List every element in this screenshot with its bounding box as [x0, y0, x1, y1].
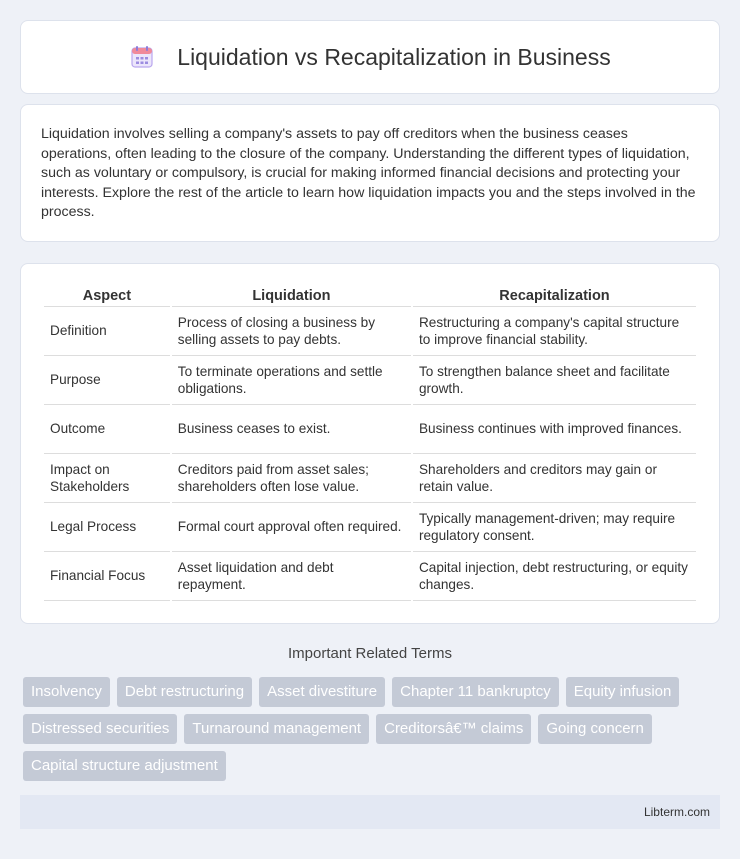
liquidation-cell: Formal court approval often required.	[172, 503, 411, 552]
related-term-tag[interactable]: Turnaround management	[184, 714, 369, 744]
related-term-tag[interactable]: Equity infusion	[566, 677, 680, 707]
column-header-aspect: Aspect	[44, 284, 170, 307]
footer-site-link[interactable]: Libterm.com	[643, 805, 710, 819]
recapitalization-cell: Capital injection, debt restructuring, or equity changes.	[413, 552, 696, 601]
calendar-icon	[129, 44, 155, 70]
recapitalization-cell: Restructuring a company's capital structure to improve financial stability.	[413, 307, 696, 356]
table-row	[44, 454, 696, 503]
related-term-tag[interactable]: Debt restructuring	[117, 677, 252, 707]
liquidation-cell: Process of closing a business by selling assets to pay debts.	[172, 307, 411, 356]
related-term-tag[interactable]: Creditorsâ€™ claims	[376, 714, 531, 744]
related-terms-list	[23, 677, 723, 781]
footer	[20, 795, 720, 829]
recapitalization-cell: Typically management-driven; may require regulatory consent.	[413, 503, 696, 552]
aspect-cell: Legal Process	[44, 503, 170, 552]
table-row	[44, 356, 696, 405]
aspect-cell: Purpose	[44, 356, 170, 405]
table-header-row	[44, 284, 696, 307]
related-term-tag[interactable]: Capital structure adjustment	[23, 751, 226, 781]
recapitalization-cell: Shareholders and creditors may gain or retain value.	[413, 454, 696, 503]
page-title: Liquidation vs Recapitalization in Business	[177, 43, 611, 70]
aspect-cell: Definition	[44, 307, 170, 356]
aspect-cell: Financial Focus	[44, 552, 170, 601]
column-header-recapitalization: Recapitalization	[413, 284, 696, 307]
comparison-card	[20, 263, 720, 624]
liquidation-cell: Creditors paid from asset sales; shareholders often lose value.	[172, 454, 411, 503]
header-card	[20, 20, 720, 94]
aspect-cell: Outcome	[44, 405, 170, 454]
recapitalization-cell: Business continues with improved finances.	[413, 405, 696, 454]
related-term-tag[interactable]: Asset divestiture	[259, 677, 385, 707]
related-term-tag[interactable]: Distressed securities	[23, 714, 177, 744]
related-term-tag[interactable]: Insolvency	[23, 677, 110, 707]
column-header-liquidation: Liquidation	[172, 284, 411, 307]
liquidation-cell: Asset liquidation and debt repayment.	[172, 552, 411, 601]
table-row	[44, 552, 696, 601]
liquidation-cell: Business ceases to exist.	[172, 405, 411, 454]
intro-card	[20, 104, 720, 242]
recapitalization-cell: To strengthen balance sheet and facilitate growth.	[413, 356, 696, 405]
related-term-tag[interactable]: Chapter 11 bankruptcy	[392, 677, 559, 707]
intro-text: Liquidation involves selling a company's assets to pay off creditors when the business ceases operations, often leading to the closure of the company. Understanding the different types of liquidation, such as voluntary or compulsory, is crucial for making informed financial decisions and protecting your interests. Explore the rest of the article to learn how liquidation impacts you and the steps involved in the process.	[41, 126, 696, 220]
comparison-table	[42, 284, 698, 601]
table-row	[44, 405, 696, 454]
liquidation-cell: To terminate operations and settle obligations.	[172, 356, 411, 405]
aspect-cell: Impact on Stakeholders	[44, 454, 170, 503]
related-terms-title: Important Related Terms	[288, 645, 452, 662]
table-row	[44, 503, 696, 552]
related-term-tag[interactable]: Going concern	[538, 714, 652, 744]
table-row	[44, 307, 696, 356]
